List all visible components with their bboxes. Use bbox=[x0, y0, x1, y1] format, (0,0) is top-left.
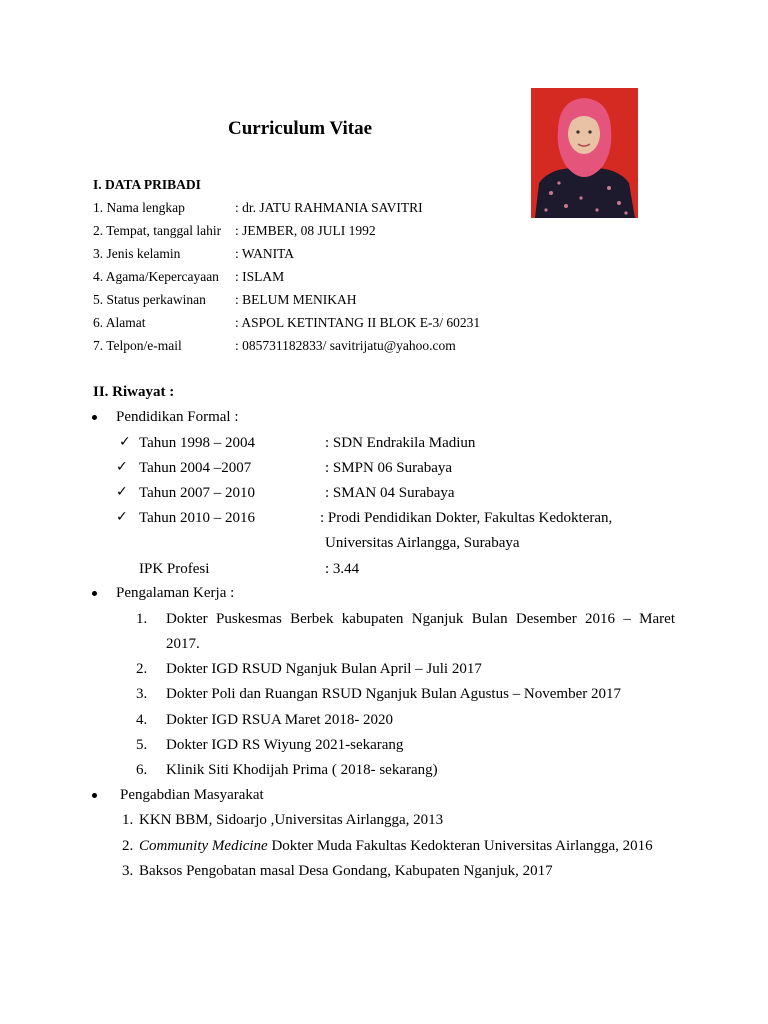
row-value: : WANITA bbox=[235, 246, 295, 261]
work-item-continued: 2017. bbox=[166, 636, 200, 652]
list-number: 3. bbox=[136, 686, 148, 702]
list-number: 2. bbox=[136, 661, 148, 677]
work-item: Klinik Siti Khodijah Prima ( 2018- sekarang) bbox=[166, 762, 438, 778]
education-year: Tahun 1998 – 2004 bbox=[139, 435, 256, 451]
profile-photo bbox=[531, 88, 638, 218]
service-item-text: Dokter Muda Fakultas Kedokteran Universitas Airlangga, 2016 bbox=[267, 838, 653, 854]
row-value: : ISLAM bbox=[235, 269, 285, 284]
education-year: Tahun 2010 – 2016 bbox=[139, 510, 256, 526]
section-data-pribadi-heading: I. DATA PRIBADI bbox=[93, 177, 201, 192]
list-number: 4. bbox=[136, 712, 148, 728]
row-label: 6. Alamat bbox=[93, 315, 146, 330]
list-number: 6. bbox=[136, 762, 148, 778]
row-label: 3. Jenis kelamin bbox=[93, 246, 181, 261]
row-label: 7. Telpon/e-mail bbox=[93, 338, 182, 353]
education-school: : SDN Endrakila Madiun bbox=[325, 435, 476, 451]
checkmark-icon: ✓ bbox=[119, 434, 131, 450]
bullet-icon bbox=[92, 415, 97, 420]
education-year: Tahun 2007 – 2010 bbox=[139, 485, 256, 501]
list-number: 5. bbox=[136, 737, 148, 753]
row-label: 2. Tempat, tanggal lahir bbox=[93, 223, 222, 238]
education-school: : SMPN 06 Surabaya bbox=[325, 460, 453, 476]
list-number: 1. bbox=[136, 611, 148, 627]
checkmark-icon: ✓ bbox=[116, 509, 128, 525]
work-item: Dokter IGD RS Wiyung 2021-sekarang bbox=[166, 737, 404, 753]
row-value: : JEMBER, 08 JULI 1992 bbox=[235, 223, 376, 238]
education-school-continued: Universitas Airlangga, Surabaya bbox=[325, 535, 520, 551]
pendidikan-label: Pendidikan Formal : bbox=[116, 409, 239, 425]
ipk-value: : 3.44 bbox=[325, 561, 360, 577]
list-number: 1. bbox=[122, 812, 134, 828]
education-year: Tahun 2004 –2007 bbox=[139, 460, 252, 476]
pengabdian-label: Pengabdian Masyarakat bbox=[120, 787, 264, 803]
service-item bbox=[139, 838, 653, 855]
work-item: Dokter IGD RSUA Maret 2018- 2020 bbox=[166, 712, 394, 728]
row-value: : ASPOL KETINTANG II BLOK E-3/ 60231 bbox=[235, 315, 481, 330]
work-item: Dokter IGD RSUD Nganjuk Bulan April – Juli 2017 bbox=[166, 661, 482, 677]
bullet-icon bbox=[92, 793, 97, 798]
row-value: : BELUM MENIKAH bbox=[235, 292, 357, 307]
list-number: 3. bbox=[122, 863, 134, 879]
education-school: : Prodi Pendidikan Dokter, Fakultas Kedokteran, bbox=[320, 510, 613, 526]
ipk-label: IPK Profesi bbox=[139, 561, 210, 577]
list-number: 2. bbox=[122, 838, 134, 854]
checkmark-icon: ✓ bbox=[116, 459, 128, 475]
row-label: 4. Agama/Kepercayaan bbox=[93, 269, 219, 284]
portrait-illustration bbox=[531, 88, 638, 218]
service-item: KKN BBM, Sidoarjo ,Universitas Airlangga, 2013 bbox=[139, 812, 444, 828]
education-school: : SMAN 04 Surabaya bbox=[325, 485, 455, 501]
bullet-icon bbox=[92, 591, 97, 596]
section-riwayat-heading: II. Riwayat : bbox=[93, 384, 175, 400]
row-value: : 085731182833/ savitrijatu@yahoo.com bbox=[235, 338, 456, 353]
pengalaman-label: Pengalaman Kerja : bbox=[116, 585, 235, 601]
row-value: : dr. JATU RAHMANIA SAVITRI bbox=[235, 200, 423, 215]
checkmark-icon: ✓ bbox=[116, 484, 128, 500]
service-item: Baksos Pengobatan masal Desa Gondang, Kabupaten Nganjuk, 2017 bbox=[139, 863, 553, 879]
work-item: Dokter Poli dan Ruangan RSUD Nganjuk Bulan Agustus – November 2017 bbox=[166, 686, 621, 702]
row-label: 1. Nama lengkap bbox=[93, 200, 185, 215]
row-label: 5. Status perkawinan bbox=[93, 292, 206, 307]
work-item: Dokter Puskesmas Berbek kabupaten Nganjuk Bulan Desember 2016 – Maret bbox=[166, 611, 675, 627]
page-title: Curriculum Vitae bbox=[228, 118, 373, 139]
service-item-italic: Community Medicine bbox=[139, 838, 268, 854]
